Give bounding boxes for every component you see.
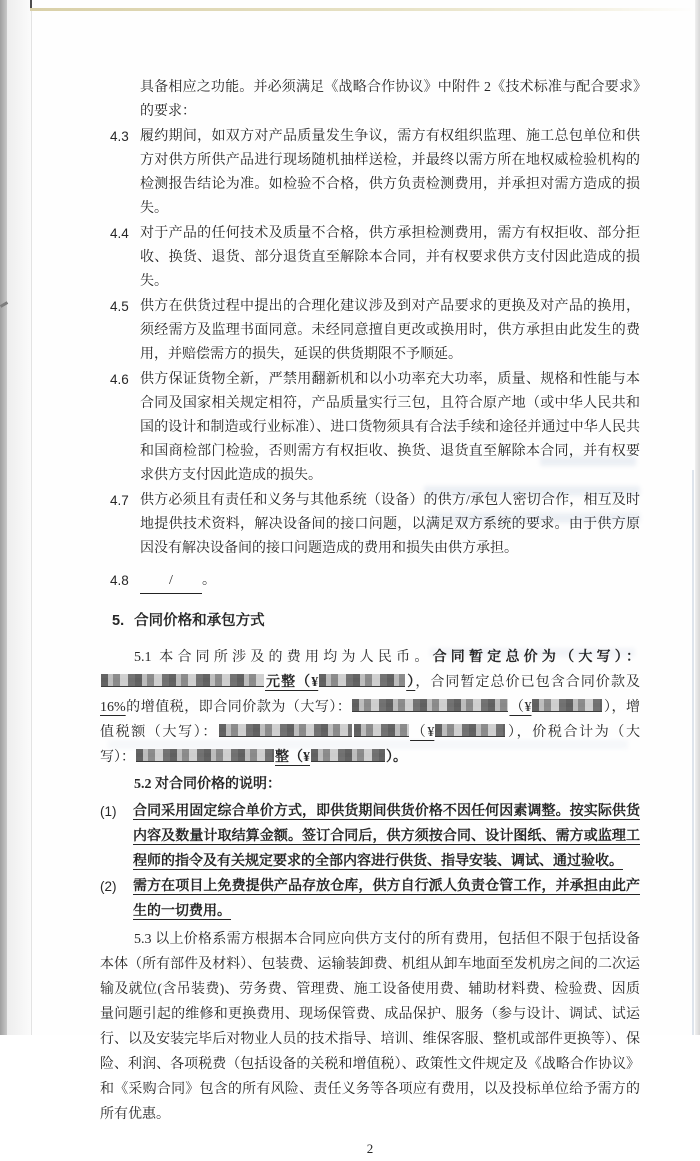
clause-5-2-item-2 bbox=[100, 874, 640, 924]
clause-number: 4.4 bbox=[110, 226, 129, 241]
clause-4-3 bbox=[100, 125, 640, 221]
clause-5-3: 5.3 以上价格系需方根据本合同应向供方支付的所有费用，包括但不限于包括设备本体（所有部件及材料）、包装费、运输装卸费、机组从卸车地面至发机房之间的二次运输及就位(含吊装费)、劳务费、管理费、施工设备使用费、辅助材料费、检验费、因质量问题引起的维修和更换费用、现场保管费、成品保护、服务（参与设计、调试、试运行、以及安装完毕后对物业人员的技术指导、培训、维保客服、整机或部件更换等）、保险、利润、各项税费（包括设备的关税和增值税）、政策性文件规定及《战略合作协议》和《采购合同》包含的所有风险、责任义务等各项应有费用，以及投标单位给予需方的所有优惠。 bbox=[100, 932, 640, 1122]
clause-text: 合同采用固定综合单价方式，即供货期间供货价格不因任何因素调整。按实际供货内容及数量计取结算金额。签订合同后，供方须按合同、设计图纸、需方或监理工程师的指令及有关规定要求的全部内容进行供货、指导安装、调试、通过验收。 bbox=[133, 804, 640, 869]
redacted-amount-figure bbox=[319, 674, 405, 687]
bold-text: 整（¥ bbox=[275, 750, 310, 765]
clause-text: 供方保证货物全新，严禁用翻新机和以小功率充大功率，质量、规格和性能与本合同及国家相关规定相符，产品质量实行三包，且符合原产地（或中华人民共和国的设计和制造或行业标准）、进口货物须具有合法手续和途径并通过中华人民共和国商检部门检验，否则需方有权拒收、换货、退货直至解除本合同，并有权要求供方支付因此造成的损失。 bbox=[140, 372, 640, 483]
clause-text: 供方在供货过程中提出的合理化建议涉及到对产品要求的更换及对产品的换用，须经需方及监理书面同意。未经同意擅自更改或换用时，供方承担由此发生的费用，并赔偿需方的损失，延误的供货期限不予顺延。 bbox=[140, 299, 640, 362]
section-5-heading bbox=[100, 609, 640, 633]
scan-fold-line bbox=[692, 470, 694, 1035]
clause-text: （¥ bbox=[509, 700, 532, 715]
bold-text: 合同暂定总价为（大写）： bbox=[432, 650, 641, 665]
clause-4-2-continuation bbox=[100, 76, 640, 124]
clause-4-8 bbox=[100, 569, 640, 594]
fill-in-blank bbox=[140, 569, 202, 594]
section-5-body bbox=[100, 645, 640, 1127]
clause-5-1 bbox=[100, 645, 640, 770]
scan-edge-right bbox=[695, 0, 700, 1035]
clause-5-2-item-1 bbox=[100, 799, 640, 874]
clause-4-5 bbox=[100, 295, 640, 367]
page-number: 2 bbox=[366, 1141, 374, 1156]
redacted-amount-words bbox=[219, 724, 352, 737]
vat-rate: 16% bbox=[100, 700, 126, 715]
bold-text: 元整（¥ bbox=[265, 675, 319, 690]
clause-text: 需方在项目上免费提供产品存放仓库，供方自行派人负责仓管工作，并承担由此产生的一切费用。 bbox=[133, 879, 640, 919]
clause-4-7 bbox=[100, 489, 640, 561]
redacted-amount-figure bbox=[532, 699, 602, 712]
clause-text: （¥ bbox=[410, 725, 435, 740]
redacted-amount-figure bbox=[311, 749, 385, 762]
item-number: (1) bbox=[100, 804, 117, 819]
redacted-amount-words bbox=[352, 699, 508, 712]
clause-number: 4.6 bbox=[110, 372, 129, 387]
redacted-amount-words bbox=[354, 724, 409, 737]
clause-text: 履约期间，如双方对产品质量发生争议，需方有权组织监理、施工总包单位和供方对供方所供产品进行现场随机抽样送检，并最终以需方所在地权威检验机构的检测报告结论为准。如检验不合格，供方负责检测费用，并承担对需方造成的损失。 bbox=[140, 129, 640, 216]
clause-text: 对于产品的任何技术及质量不合格，供方承担检测费用，需方有权拒收、部分拒收、换货、退货、部分退货直至解除本合同，并有权要求供方支付因此造成的损失。 bbox=[140, 226, 640, 289]
scan-artifact-top-mark bbox=[30, 0, 32, 8]
redacted-amount-words bbox=[136, 749, 274, 762]
clause-5-2-heading: 5.2 对合同价格的说明： bbox=[134, 777, 281, 792]
blank-slash: / bbox=[169, 573, 173, 588]
clause-number: 4.3 bbox=[110, 129, 129, 144]
scan-edge-left-shade bbox=[7, 0, 32, 1035]
clause-text: 供方必须且有责任和义务与其他系统（设备）的供方/承包人密切合作，相互及时地提供技术资料，解决设备间的接口问题，以满足双方系统的要求。由于供方原因没有解决设备间的接口问题造成的费用和损失由供方承担。 bbox=[140, 493, 640, 556]
scan-artifact-top-line bbox=[30, 8, 695, 11]
clause-text: 的增值税，即合同价款为（大写）： bbox=[125, 700, 352, 715]
clause-number: 4.7 bbox=[110, 493, 129, 508]
clause-text: 5.1 本合同所涉及的费用均为人民币。 bbox=[134, 650, 433, 665]
redacted-amount-words bbox=[101, 674, 264, 687]
clause-text: 具备相应之功能。并必须满足《战略合作协议》中附件 2《技术标准与配合要求》的要求： bbox=[140, 80, 640, 119]
clause-4-4 bbox=[100, 222, 640, 294]
section-title: 合同价格和承包方式 bbox=[134, 613, 265, 629]
section-number: 5. bbox=[112, 613, 125, 629]
scan-edge-left bbox=[0, 0, 7, 1035]
clause-number: 4.5 bbox=[110, 299, 129, 314]
blank-period: 。 bbox=[202, 573, 216, 588]
bold-text: ）。 bbox=[386, 750, 407, 765]
bold-text: ） bbox=[406, 675, 416, 690]
document-content bbox=[100, 76, 640, 1161]
clause-text: ），增值税额（大写）： bbox=[100, 700, 641, 740]
clause-4-6 bbox=[100, 368, 640, 488]
redacted-amount-figure bbox=[435, 724, 505, 737]
clause-number: 4.8 bbox=[110, 573, 129, 588]
item-number: (2) bbox=[100, 879, 117, 894]
clause-text: ，合同暂定总价已包含合同价款及 bbox=[415, 675, 641, 690]
clause-text: ），价税合计为（大写）： bbox=[100, 725, 641, 765]
